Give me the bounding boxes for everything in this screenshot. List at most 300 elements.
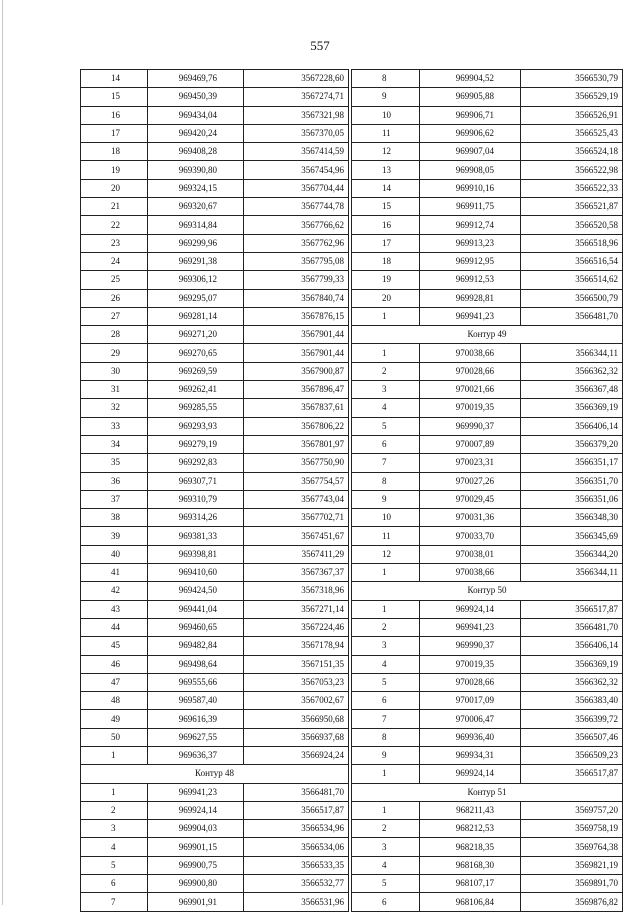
table-row bbox=[352, 179, 623, 197]
point-number-cell: 39 bbox=[81, 527, 148, 545]
y-coordinate-cell: 3567411,29 bbox=[244, 545, 349, 563]
table-row bbox=[352, 106, 623, 124]
y-coordinate-cell: 3566529,19 bbox=[521, 88, 623, 106]
x-coordinate-cell: 969420,24 bbox=[148, 124, 244, 142]
table-row bbox=[352, 893, 623, 911]
y-coordinate-cell: 3566514,62 bbox=[521, 271, 623, 289]
table-row bbox=[81, 746, 349, 764]
point-number-cell: 12 bbox=[352, 143, 420, 161]
table-row bbox=[352, 728, 623, 746]
point-number-cell: 35 bbox=[81, 454, 148, 472]
x-coordinate-cell: 970038,66 bbox=[420, 564, 521, 582]
x-coordinate-cell: 969441,04 bbox=[148, 600, 244, 618]
x-coordinate-cell: 970029,45 bbox=[420, 490, 521, 508]
x-coordinate-cell: 970006,47 bbox=[420, 710, 521, 728]
table-row bbox=[81, 637, 349, 655]
x-coordinate-cell: 969320,67 bbox=[148, 198, 244, 216]
table-row bbox=[81, 838, 349, 856]
point-number-cell: 18 bbox=[81, 143, 148, 161]
y-coordinate-cell: 3567766,62 bbox=[244, 216, 349, 234]
point-number-cell: 1 bbox=[352, 801, 420, 819]
x-coordinate-cell: 970028,66 bbox=[420, 362, 521, 380]
x-coordinate-cell: 969941,23 bbox=[420, 618, 521, 636]
y-coordinate-cell: 3566937,68 bbox=[244, 728, 349, 746]
y-coordinate-cell: 3566522,98 bbox=[521, 161, 623, 179]
x-coordinate-cell: 969913,23 bbox=[420, 234, 521, 252]
x-coordinate-cell: 969908,05 bbox=[420, 161, 521, 179]
point-number-cell: 1 bbox=[81, 746, 148, 764]
y-coordinate-cell: 3569764,38 bbox=[521, 838, 623, 856]
y-coordinate-cell: 3566526,91 bbox=[521, 106, 623, 124]
table-row bbox=[352, 600, 623, 618]
table-row bbox=[352, 527, 623, 545]
x-coordinate-cell: 969314,84 bbox=[148, 216, 244, 234]
y-coordinate-cell: 3566362,32 bbox=[521, 673, 623, 691]
table-row bbox=[81, 234, 349, 252]
x-coordinate-cell: 969907,04 bbox=[420, 143, 521, 161]
table-row bbox=[81, 582, 349, 600]
table-row bbox=[81, 673, 349, 691]
y-coordinate-cell: 3567151,35 bbox=[244, 655, 349, 673]
point-number-cell: 46 bbox=[81, 655, 148, 673]
table-row bbox=[352, 472, 623, 490]
point-number-cell: 21 bbox=[81, 198, 148, 216]
y-coordinate-cell: 3567704,44 bbox=[244, 179, 349, 197]
point-number-cell: 40 bbox=[81, 545, 148, 563]
table-row bbox=[81, 820, 349, 838]
y-coordinate-cell: 3567454,96 bbox=[244, 161, 349, 179]
point-number-cell: 6 bbox=[352, 692, 420, 710]
table-row bbox=[352, 399, 623, 417]
y-coordinate-cell: 3566534,06 bbox=[244, 838, 349, 856]
point-number-cell: 5 bbox=[352, 673, 420, 691]
point-number-cell: 1 bbox=[352, 600, 420, 618]
table-row bbox=[352, 88, 623, 106]
y-coordinate-cell: 3566533,35 bbox=[244, 856, 349, 874]
y-coordinate-cell: 3566481,70 bbox=[244, 783, 349, 801]
x-coordinate-cell: 969469,76 bbox=[148, 70, 244, 88]
table-row bbox=[352, 618, 623, 636]
table-row bbox=[352, 820, 623, 838]
y-coordinate-cell: 3567370,05 bbox=[244, 124, 349, 142]
x-coordinate-cell: 969408,28 bbox=[148, 143, 244, 161]
y-coordinate-cell: 3567228,60 bbox=[244, 70, 349, 88]
x-coordinate-cell: 969904,52 bbox=[420, 70, 521, 88]
contour-title: Контур 50 bbox=[352, 582, 623, 600]
table-row bbox=[81, 710, 349, 728]
y-coordinate-cell: 3566520,58 bbox=[521, 216, 623, 234]
table-row bbox=[81, 417, 349, 435]
y-coordinate-cell: 3567754,57 bbox=[244, 472, 349, 490]
x-coordinate-cell: 969990,37 bbox=[420, 637, 521, 655]
point-number-cell: 19 bbox=[81, 161, 148, 179]
point-number-cell: 31 bbox=[81, 381, 148, 399]
point-number-cell: 4 bbox=[352, 399, 420, 417]
coordinates-table-left bbox=[80, 69, 349, 912]
point-number-cell: 5 bbox=[352, 875, 420, 893]
y-coordinate-cell: 3566532,77 bbox=[244, 875, 349, 893]
y-coordinate-cell: 3567750,90 bbox=[244, 454, 349, 472]
table-row bbox=[81, 564, 349, 582]
point-number-cell: 50 bbox=[81, 728, 148, 746]
y-coordinate-cell: 3566500,79 bbox=[521, 289, 623, 307]
point-number-cell: 3 bbox=[352, 838, 420, 856]
contour-title: Контур 48 bbox=[81, 765, 349, 783]
table-row bbox=[352, 198, 623, 216]
y-coordinate-cell: 3567702,71 bbox=[244, 509, 349, 527]
table-row bbox=[352, 216, 623, 234]
table-row bbox=[352, 564, 623, 582]
y-coordinate-cell: 3567414,59 bbox=[244, 143, 349, 161]
table-row bbox=[81, 106, 349, 124]
table-row bbox=[352, 70, 623, 88]
y-coordinate-cell: 3567795,08 bbox=[244, 252, 349, 270]
y-coordinate-cell: 3567178,94 bbox=[244, 637, 349, 655]
x-coordinate-cell: 969587,40 bbox=[148, 692, 244, 710]
y-coordinate-cell: 3566367,48 bbox=[521, 381, 623, 399]
x-coordinate-cell: 969270,65 bbox=[148, 344, 244, 362]
y-coordinate-cell: 3569821,19 bbox=[521, 856, 623, 874]
y-coordinate-cell: 3566362,32 bbox=[521, 362, 623, 380]
table-body-right bbox=[352, 70, 623, 912]
table-row bbox=[352, 838, 623, 856]
y-coordinate-cell: 3567900,87 bbox=[244, 362, 349, 380]
x-coordinate-cell: 969906,62 bbox=[420, 124, 521, 142]
y-coordinate-cell: 3567271,14 bbox=[244, 600, 349, 618]
point-number-cell: 9 bbox=[352, 746, 420, 764]
point-number-cell: 34 bbox=[81, 435, 148, 453]
y-coordinate-cell: 3567837,61 bbox=[244, 399, 349, 417]
point-number-cell: 20 bbox=[352, 289, 420, 307]
y-coordinate-cell: 3567744,78 bbox=[244, 198, 349, 216]
x-coordinate-cell: 970028,66 bbox=[420, 673, 521, 691]
x-coordinate-cell: 970019,35 bbox=[420, 399, 521, 417]
y-coordinate-cell: 3566518,96 bbox=[521, 234, 623, 252]
y-coordinate-cell: 3566344,11 bbox=[521, 344, 623, 362]
point-number-cell: 30 bbox=[81, 362, 148, 380]
table-row bbox=[81, 307, 349, 325]
point-number-cell: 10 bbox=[352, 106, 420, 124]
y-coordinate-cell: 3567801,97 bbox=[244, 435, 349, 453]
point-number-cell: 4 bbox=[352, 655, 420, 673]
point-number-cell: 16 bbox=[352, 216, 420, 234]
x-coordinate-cell: 969410,60 bbox=[148, 564, 244, 582]
x-coordinate-cell: 969636,37 bbox=[148, 746, 244, 764]
y-coordinate-cell: 3566481,70 bbox=[521, 618, 623, 636]
point-number-cell: 23 bbox=[81, 234, 148, 252]
y-coordinate-cell: 3566509,23 bbox=[521, 746, 623, 764]
y-coordinate-cell: 3566507,46 bbox=[521, 728, 623, 746]
table-row bbox=[81, 326, 349, 344]
x-coordinate-cell: 969324,15 bbox=[148, 179, 244, 197]
x-coordinate-cell: 968107,17 bbox=[420, 875, 521, 893]
x-coordinate-cell: 969381,33 bbox=[148, 527, 244, 545]
y-coordinate-cell: 3567901,44 bbox=[244, 344, 349, 362]
y-coordinate-cell: 3566924,24 bbox=[244, 746, 349, 764]
x-coordinate-cell: 969295,07 bbox=[148, 289, 244, 307]
point-number-cell: 2 bbox=[352, 362, 420, 380]
table-row bbox=[81, 198, 349, 216]
point-number-cell: 1 bbox=[352, 344, 420, 362]
table-row bbox=[352, 875, 623, 893]
x-coordinate-cell: 968212,53 bbox=[420, 820, 521, 838]
contour-header-row bbox=[352, 783, 623, 801]
point-number-cell: 2 bbox=[81, 801, 148, 819]
y-coordinate-cell: 3566348,30 bbox=[521, 509, 623, 527]
x-coordinate-cell: 968106,84 bbox=[420, 893, 521, 911]
x-coordinate-cell: 970033,70 bbox=[420, 527, 521, 545]
point-number-cell: 32 bbox=[81, 399, 148, 417]
x-coordinate-cell: 969434,04 bbox=[148, 106, 244, 124]
table-row bbox=[81, 399, 349, 417]
table-row bbox=[352, 307, 623, 325]
y-coordinate-cell: 3566517,87 bbox=[244, 801, 349, 819]
point-number-cell: 19 bbox=[352, 271, 420, 289]
table-row bbox=[352, 289, 623, 307]
point-number-cell: 8 bbox=[352, 728, 420, 746]
point-number-cell: 18 bbox=[352, 252, 420, 270]
x-coordinate-cell: 969941,23 bbox=[420, 307, 521, 325]
point-number-cell: 1 bbox=[352, 307, 420, 325]
table-body-left bbox=[81, 70, 349, 912]
point-number-cell: 15 bbox=[81, 88, 148, 106]
y-coordinate-cell: 3566524,18 bbox=[521, 143, 623, 161]
table-row bbox=[81, 692, 349, 710]
x-coordinate-cell: 969269,59 bbox=[148, 362, 244, 380]
table-row bbox=[81, 143, 349, 161]
table-row bbox=[81, 88, 349, 106]
table-row bbox=[352, 161, 623, 179]
point-number-cell: 38 bbox=[81, 509, 148, 527]
x-coordinate-cell: 969936,40 bbox=[420, 728, 521, 746]
y-coordinate-cell: 3567901,44 bbox=[244, 326, 349, 344]
point-number-cell: 43 bbox=[81, 600, 148, 618]
point-number-cell: 8 bbox=[352, 472, 420, 490]
table-row bbox=[81, 875, 349, 893]
contour-header-row bbox=[81, 765, 349, 783]
y-coordinate-cell: 3567321,98 bbox=[244, 106, 349, 124]
table-row bbox=[352, 381, 623, 399]
point-number-cell: 11 bbox=[352, 124, 420, 142]
point-number-cell: 4 bbox=[81, 838, 148, 856]
x-coordinate-cell: 970023,31 bbox=[420, 454, 521, 472]
y-coordinate-cell: 3566481,70 bbox=[521, 307, 623, 325]
table-row bbox=[81, 655, 349, 673]
y-coordinate-cell: 3566351,06 bbox=[521, 490, 623, 508]
table-row bbox=[352, 344, 623, 362]
x-coordinate-cell: 968168,30 bbox=[420, 856, 521, 874]
point-number-cell: 26 bbox=[81, 289, 148, 307]
table-row bbox=[352, 271, 623, 289]
x-coordinate-cell: 969291,38 bbox=[148, 252, 244, 270]
x-coordinate-cell: 969616,39 bbox=[148, 710, 244, 728]
table-row bbox=[81, 435, 349, 453]
x-coordinate-cell: 969900,80 bbox=[148, 875, 244, 893]
y-coordinate-cell: 3566351,70 bbox=[521, 472, 623, 490]
point-number-cell: 2 bbox=[352, 618, 420, 636]
point-number-cell: 4 bbox=[352, 856, 420, 874]
x-coordinate-cell: 969279,19 bbox=[148, 435, 244, 453]
point-number-cell: 42 bbox=[81, 582, 148, 600]
point-number-cell: 7 bbox=[352, 710, 420, 728]
x-coordinate-cell: 969390,80 bbox=[148, 161, 244, 179]
table-row bbox=[352, 746, 623, 764]
y-coordinate-cell: 3567806,22 bbox=[244, 417, 349, 435]
y-coordinate-cell: 3569891,70 bbox=[521, 875, 623, 893]
y-coordinate-cell: 3569758,19 bbox=[521, 820, 623, 838]
table-row bbox=[81, 728, 349, 746]
x-coordinate-cell: 969900,75 bbox=[148, 856, 244, 874]
x-coordinate-cell: 969627,55 bbox=[148, 728, 244, 746]
point-number-cell: 24 bbox=[81, 252, 148, 270]
table-row bbox=[352, 710, 623, 728]
x-coordinate-cell: 969901,15 bbox=[148, 838, 244, 856]
y-coordinate-cell: 3566521,87 bbox=[521, 198, 623, 216]
y-coordinate-cell: 3569757,20 bbox=[521, 801, 623, 819]
y-coordinate-cell: 3566344,11 bbox=[521, 564, 623, 582]
table-row bbox=[81, 362, 349, 380]
point-number-cell: 14 bbox=[81, 70, 148, 88]
point-number-cell: 6 bbox=[352, 893, 420, 911]
x-coordinate-cell: 969281,14 bbox=[148, 307, 244, 325]
point-number-cell: 9 bbox=[352, 88, 420, 106]
table-row bbox=[81, 472, 349, 490]
x-coordinate-cell: 969482,84 bbox=[148, 637, 244, 655]
point-number-cell: 27 bbox=[81, 307, 148, 325]
y-coordinate-cell: 3567876,15 bbox=[244, 307, 349, 325]
point-number-cell: 9 bbox=[352, 490, 420, 508]
x-coordinate-cell: 969941,23 bbox=[148, 783, 244, 801]
point-number-cell: 45 bbox=[81, 637, 148, 655]
x-coordinate-cell: 969271,20 bbox=[148, 326, 244, 344]
point-number-cell: 49 bbox=[81, 710, 148, 728]
x-coordinate-cell: 970031,36 bbox=[420, 509, 521, 527]
x-coordinate-cell: 969912,95 bbox=[420, 252, 521, 270]
table-row bbox=[81, 545, 349, 563]
x-coordinate-cell: 969912,74 bbox=[420, 216, 521, 234]
point-number-cell: 17 bbox=[352, 234, 420, 252]
point-number-cell: 13 bbox=[352, 161, 420, 179]
point-number-cell: 1 bbox=[352, 765, 420, 783]
x-coordinate-cell: 969307,71 bbox=[148, 472, 244, 490]
x-coordinate-cell: 969498,64 bbox=[148, 655, 244, 673]
point-number-cell: 36 bbox=[81, 472, 148, 490]
table-row bbox=[352, 252, 623, 270]
table-row bbox=[352, 417, 623, 435]
x-coordinate-cell: 969424,50 bbox=[148, 582, 244, 600]
y-coordinate-cell: 3567224,46 bbox=[244, 618, 349, 636]
table-row bbox=[352, 435, 623, 453]
x-coordinate-cell: 968211,43 bbox=[420, 801, 521, 819]
x-coordinate-cell: 970038,01 bbox=[420, 545, 521, 563]
table-row bbox=[81, 271, 349, 289]
table-row bbox=[81, 216, 349, 234]
coordinates-table-right bbox=[351, 69, 623, 912]
x-coordinate-cell: 969990,37 bbox=[420, 417, 521, 435]
point-number-cell: 17 bbox=[81, 124, 148, 142]
point-number-cell: 10 bbox=[352, 509, 420, 527]
point-number-cell: 1 bbox=[352, 564, 420, 582]
table-row bbox=[81, 801, 349, 819]
table-row bbox=[352, 801, 623, 819]
page-number: 557 bbox=[310, 38, 330, 53]
point-number-cell: 6 bbox=[352, 435, 420, 453]
table-row bbox=[352, 692, 623, 710]
table-row bbox=[81, 252, 349, 270]
point-number-cell: 28 bbox=[81, 326, 148, 344]
point-number-cell: 41 bbox=[81, 564, 148, 582]
x-coordinate-cell: 969299,96 bbox=[148, 234, 244, 252]
y-coordinate-cell: 3566369,19 bbox=[521, 655, 623, 673]
table-row bbox=[81, 289, 349, 307]
y-coordinate-cell: 3567743,04 bbox=[244, 490, 349, 508]
y-coordinate-cell: 3566516,54 bbox=[521, 252, 623, 270]
point-number-cell: 11 bbox=[352, 527, 420, 545]
y-coordinate-cell: 3567896,47 bbox=[244, 381, 349, 399]
table-row bbox=[81, 124, 349, 142]
y-coordinate-cell: 3566399,72 bbox=[521, 710, 623, 728]
y-coordinate-cell: 3566345,69 bbox=[521, 527, 623, 545]
x-coordinate-cell: 969460,65 bbox=[148, 618, 244, 636]
point-number-cell: 16 bbox=[81, 106, 148, 124]
point-number-cell: 1 bbox=[81, 783, 148, 801]
x-coordinate-cell: 969285,55 bbox=[148, 399, 244, 417]
table-row bbox=[81, 600, 349, 618]
table-row bbox=[352, 509, 623, 527]
x-coordinate-cell: 969924,14 bbox=[148, 801, 244, 819]
x-coordinate-cell: 969905,88 bbox=[420, 88, 521, 106]
table-row bbox=[81, 490, 349, 508]
table-row bbox=[81, 618, 349, 636]
x-coordinate-cell: 969314,26 bbox=[148, 509, 244, 527]
x-coordinate-cell: 969924,14 bbox=[420, 600, 521, 618]
y-coordinate-cell: 3567274,71 bbox=[244, 88, 349, 106]
y-coordinate-cell: 3566522,33 bbox=[521, 179, 623, 197]
table-row bbox=[81, 527, 349, 545]
y-coordinate-cell: 3566344,20 bbox=[521, 545, 623, 563]
x-coordinate-cell: 969910,16 bbox=[420, 179, 521, 197]
x-coordinate-cell: 969306,12 bbox=[148, 271, 244, 289]
point-number-cell: 5 bbox=[352, 417, 420, 435]
point-number-cell: 8 bbox=[352, 70, 420, 88]
table-row bbox=[81, 179, 349, 197]
table-row bbox=[81, 893, 349, 911]
point-number-cell: 7 bbox=[81, 893, 148, 911]
point-number-cell: 22 bbox=[81, 216, 148, 234]
point-number-cell: 48 bbox=[81, 692, 148, 710]
table-row bbox=[352, 765, 623, 783]
x-coordinate-cell: 969450,39 bbox=[148, 88, 244, 106]
x-coordinate-cell: 970038,66 bbox=[420, 344, 521, 362]
table-row bbox=[352, 234, 623, 252]
table-row bbox=[81, 381, 349, 399]
point-number-cell: 25 bbox=[81, 271, 148, 289]
point-number-cell: 6 bbox=[81, 875, 148, 893]
x-coordinate-cell: 969906,71 bbox=[420, 106, 521, 124]
point-number-cell: 15 bbox=[352, 198, 420, 216]
table-row bbox=[352, 655, 623, 673]
contour-title: Контур 49 bbox=[352, 326, 623, 344]
y-coordinate-cell: 3567799,33 bbox=[244, 271, 349, 289]
table-row bbox=[81, 783, 349, 801]
x-coordinate-cell: 970017,09 bbox=[420, 692, 521, 710]
contour-header-row bbox=[352, 582, 623, 600]
y-coordinate-cell: 3566525,43 bbox=[521, 124, 623, 142]
point-number-cell: 37 bbox=[81, 490, 148, 508]
x-coordinate-cell: 969293,93 bbox=[148, 417, 244, 435]
point-number-cell: 47 bbox=[81, 673, 148, 691]
x-coordinate-cell: 969262,41 bbox=[148, 381, 244, 399]
